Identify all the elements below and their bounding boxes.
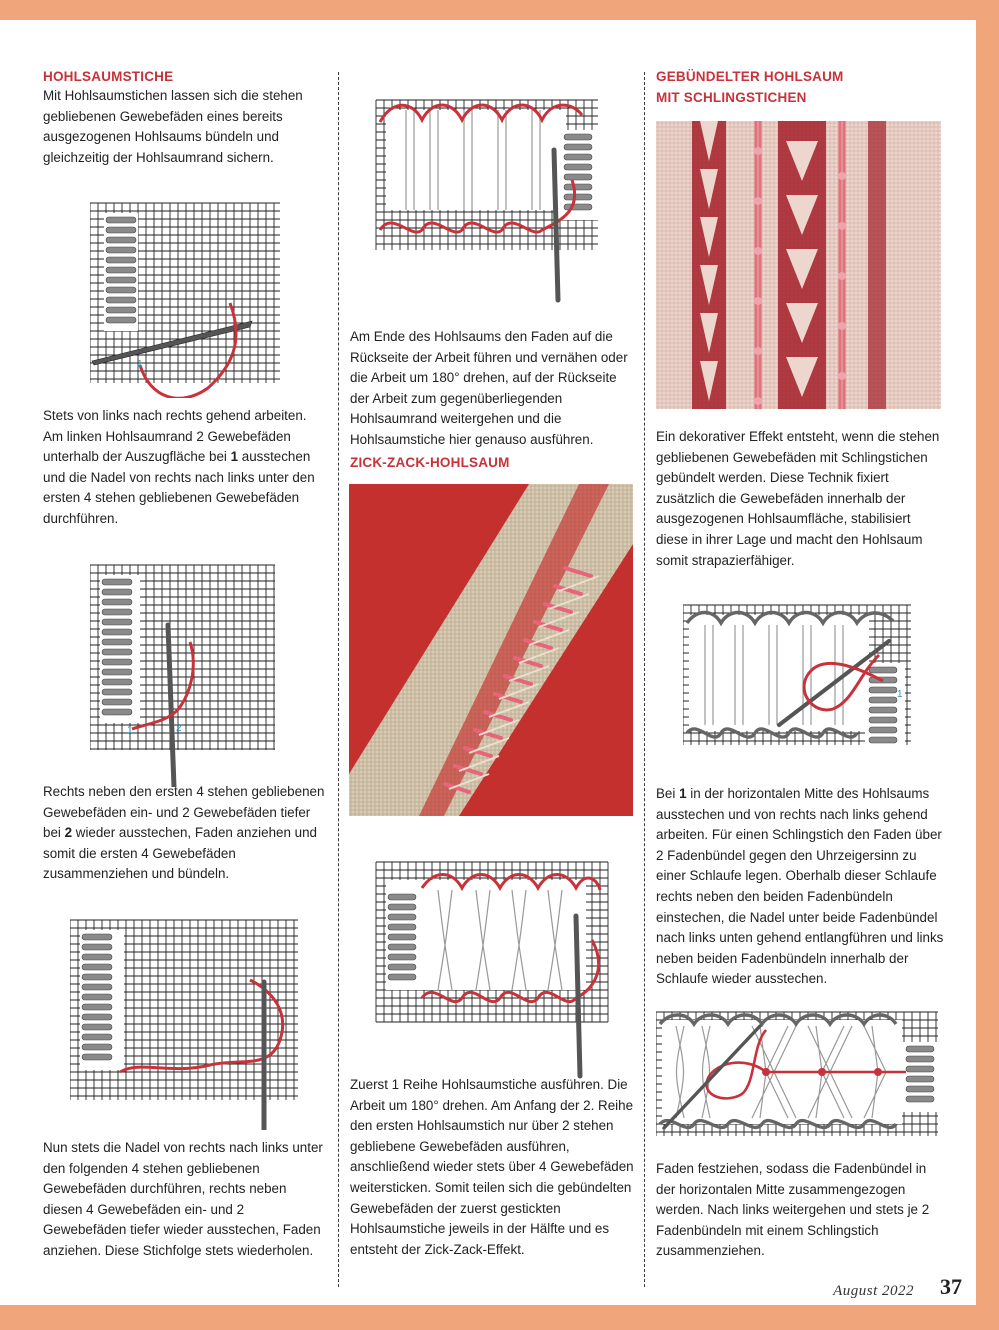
diagram-step-3: [70, 900, 300, 1130]
diagram-schlingstich-2: [656, 1006, 941, 1146]
text-part: in der horizontalen Mitte des Hohlsaums ausstechen und von rechts nach links gehend arbeiten. Für einen Schlingstich den Faden über 2 Fadenbündel gegen den Uhrzeigersinn zu einer Schlaufe legen. Oberhalb dieser Schlaufe rechts neben den beiden Fadenbündeln einstechen, die Nadel unter beide Fadenbündel nach links unten gehend entlangführen und links neben beiden Fadenbündeln innerhalb der Schlaufe wieder ausstechen.: [656, 786, 944, 987]
diagram-step-2: [90, 547, 280, 787]
photo-zick-zack-hohlsaum: [349, 484, 633, 816]
paragraph-schlingstich-step-1: [656, 784, 944, 990]
point-label-2: 2: [176, 723, 182, 734]
paragraph-schlingstich-intro: Ein dekorativer Effekt entsteht, wenn die stehen gebliebenen Gewebefäden mit Schlingstichen gebündelt werden. Diese Technik fixiert zusätzlich die Gewebefäden innerhalb der ausgezogenen Hohlsaumfläche, stabilisiert diese in ihrer Lage und macht den Hohlsaum somit strapazierfähiger.: [656, 429, 940, 568]
heading-gebuendelter-hohlsaum: [656, 66, 844, 108]
point-label-1: 1: [897, 689, 903, 700]
paragraph-step-2: [43, 782, 328, 885]
diagram-step-1: [90, 183, 290, 398]
heading-line-2: MIT SCHLINGSTICHEN: [656, 90, 807, 105]
paragraph-step-3: Nun stets die Nadel von rechts nach links unter den folgenden 4 stehen gebliebenen Gewebefäden durchführen, rechts neben diesen 4 Gewebefäden ein- und 2 Gewebefäden tiefer wieder ausstechen, Faden anziehen. Diese Stichfolge stets wiederholen.: [43, 1140, 323, 1258]
text-part: Rechts neben den ersten 4 stehen gebliebenen Gewebefäden ein- und 2 Gewebefäden tiefer bei: [43, 784, 325, 841]
paragraph-schlingstich-step-2: Faden festziehen, sodass die Fadenbündel in der horizontalen Mitte zusammengezogen werden. Nach links weitergehen und stets je 2 Fadenbündeln mit einem Schlingstich zusammenziehen.: [656, 1161, 930, 1259]
magazine-page: [0, 20, 976, 1305]
diagram-zick-zack: [372, 840, 612, 1080]
diagram-schlingstich-1: [683, 585, 913, 765]
text-bold-1: 1: [230, 449, 239, 465]
paragraph-zick-zack: Zuerst 1 Reihe Hohlsaumstiche ausführen. Die Arbeit um 180° drehen. Am Anfang der 2. Reihe den ersten Hohlsaumstich nur über 2 stehen gebliebene Gewebefäden ausführen, anschließend wieder stets über 4 Gewebefäden weitersticken. Somit teilen sich die gebündelten Gewebefäden der zuerst gestickten Hohlsaumstiche jeweils in der Hälfte und es entsteht der Zick-Zack-Effekt.: [350, 1077, 634, 1257]
paragraph-step-1: [43, 406, 328, 530]
photo-gebuendelter-hohlsaum: [656, 121, 941, 409]
column-divider: [644, 72, 645, 1287]
page-number: 37: [940, 1274, 962, 1299]
point-label-1: 1: [127, 725, 133, 736]
text-part: Bei: [656, 786, 680, 801]
heading-hohlsaumstiche: HOHLSAUMSTICHE: [43, 69, 174, 84]
point-label-1: 1: [137, 359, 143, 370]
text-part: wieder ausstechen, Faden anziehen und somit die ersten 4 Gewebefäden zusammenziehen und bündeln.: [43, 825, 317, 882]
text-part: Stets von links nach rechts gehend arbeiten. Am linken Hohlsaumrand 2 Gewebefäden unterhalb der Auszugfläche bei: [43, 408, 307, 465]
diagram-step-4: [372, 70, 602, 310]
heading-line-1: GEBÜNDELTER HOHLSAUM: [656, 69, 844, 84]
text-part: ausstechen und die Nadel von rechts nach links unter den ersten 4 stehen gebliebenen Gewebefäden durchführen.: [43, 449, 315, 526]
column-divider: [338, 72, 339, 1287]
issue-date: August 2022: [833, 1283, 914, 1299]
paragraph-intro: Mit Hohlsaumstichen lassen sich die stehen gebliebenen Gewebefäden eines bereits ausgezogenen Hohlsaums bündeln und gleichzeitig der Hohlsaumrand sichern.: [43, 88, 303, 165]
text-bold-1: 1: [679, 786, 687, 801]
paragraph-end-of-hem: Am Ende des Hohlsaums den Faden auf die Rückseite der Arbeit führen und vernähen oder die Arbeit um 180° drehen, auf der Rückseite der Arbeit zum gegenüberliegenden Hohlsaumrand weitergehen und die Hohlsaumstiche hier genauso ausführen.: [350, 329, 628, 447]
heading-zick-zack: ZICK-ZACK-HOHLSAUM: [350, 455, 510, 470]
text-bold-2: 2: [64, 825, 73, 841]
